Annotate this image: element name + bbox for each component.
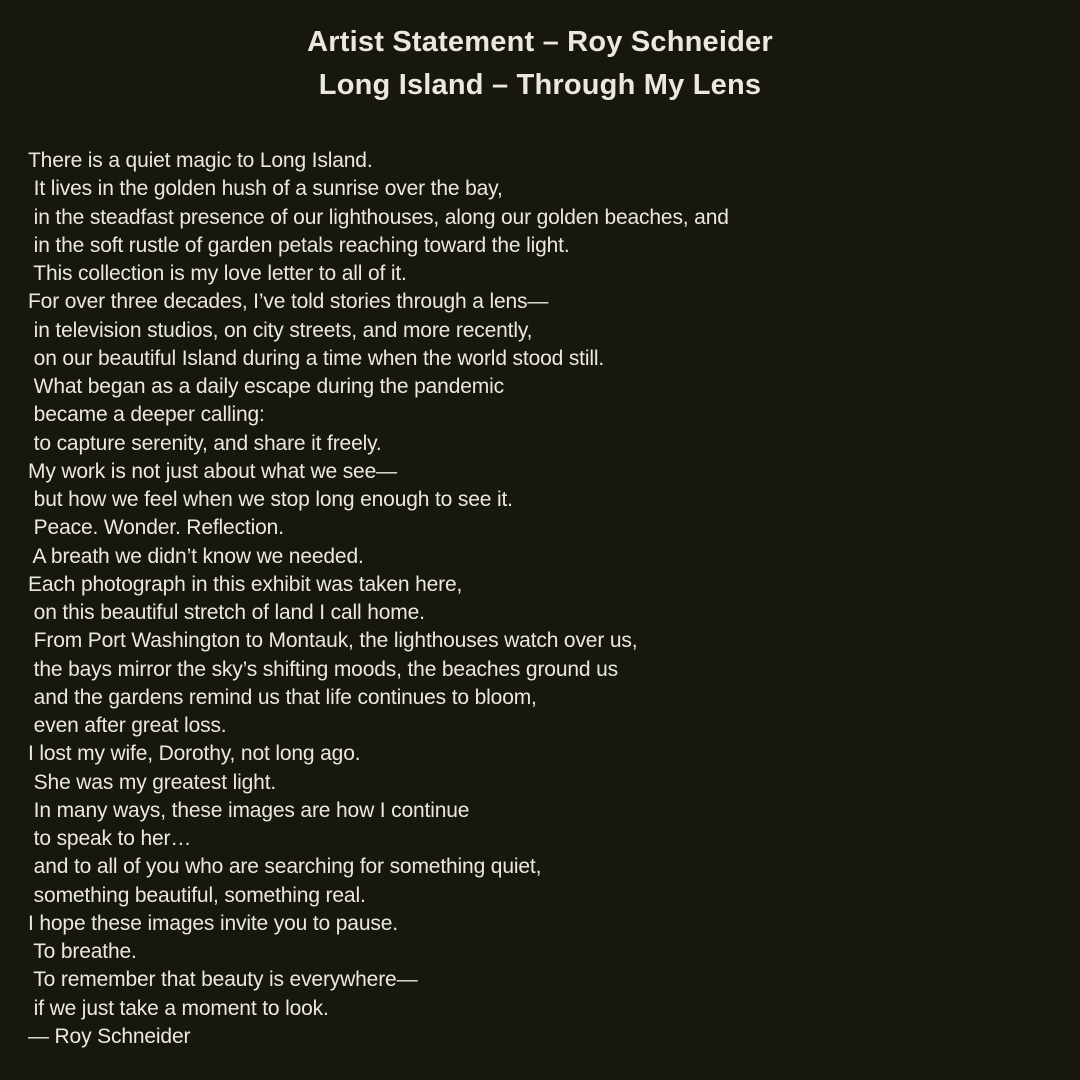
statement-line: something beautiful, something real. bbox=[28, 883, 366, 907]
statement-line: on our beautiful Island during a time when the world stood still. bbox=[28, 346, 605, 370]
statement-line: For over three decades, I’ve told stories through a lens— bbox=[28, 290, 549, 314]
statement-line: if we just take a moment to look. bbox=[28, 996, 329, 1020]
statement-line: A breath we didn’t know we needed. bbox=[28, 544, 364, 568]
statement-line: She was my greatest light. bbox=[28, 770, 277, 794]
statement-line: in television studios, on city streets, and more recently, bbox=[28, 318, 533, 342]
statement-line: the bays mirror the sky’s shifting moods, the beaches ground us bbox=[28, 657, 618, 681]
statement-line: Each photograph in this exhibit was taken here, bbox=[28, 572, 463, 596]
statement-line: to capture serenity, and share it freely. bbox=[28, 431, 382, 455]
statement-line: It lives in the golden hush of a sunrise over the bay, bbox=[28, 177, 503, 201]
statement-line: To remember that beauty is everywhere— bbox=[28, 968, 418, 992]
statement-line: I lost my wife, Dorothy, not long ago. bbox=[28, 742, 361, 766]
statement-line: I hope these images invite you to pause. bbox=[28, 911, 398, 935]
statement-line: My work is not just about what we see— bbox=[28, 459, 397, 483]
title-line-1: Artist Statement – Roy Schneider bbox=[307, 26, 773, 58]
statement-line: to speak to her… bbox=[28, 827, 192, 850]
statement-line: Peace. Wonder. Reflection. bbox=[28, 516, 284, 540]
statement-line: This collection is my love letter to all of it. bbox=[28, 262, 407, 285]
statement-line: but how we feel when we stop long enough to see it. bbox=[28, 488, 513, 511]
statement-line: and to all of you who are searching for something quiet, bbox=[28, 855, 542, 879]
statement-line: in the steadfast presence of our lighthouses, along our golden beaches, and bbox=[28, 205, 729, 229]
statement-line: In many ways, these images are how I continue bbox=[28, 798, 470, 822]
statement-line: in the soft rustle of garden petals reaching toward the light. bbox=[28, 233, 570, 257]
statement-line: became a deeper calling: bbox=[28, 403, 265, 427]
statement-line: — Roy Schneider bbox=[28, 1024, 191, 1048]
statement-line: To breathe. bbox=[28, 940, 137, 963]
statement-line: From Port Washington to Montauk, the lighthouses watch over us, bbox=[28, 629, 638, 653]
title-line-2: Long Island – Through My Lens bbox=[318, 69, 762, 101]
statement-body bbox=[28, 147, 1080, 1051]
statement-line: There is a quiet magic to Long Island. bbox=[28, 149, 373, 172]
statement-line: even after great loss. bbox=[28, 714, 227, 737]
page-title bbox=[0, 0, 1080, 107]
statement-line: on this beautiful stretch of land I call home. bbox=[28, 601, 425, 624]
statement-line: and the gardens remind us that life continues to bloom, bbox=[28, 685, 537, 709]
statement-line: What began as a daily escape during the pandemic bbox=[28, 375, 504, 398]
